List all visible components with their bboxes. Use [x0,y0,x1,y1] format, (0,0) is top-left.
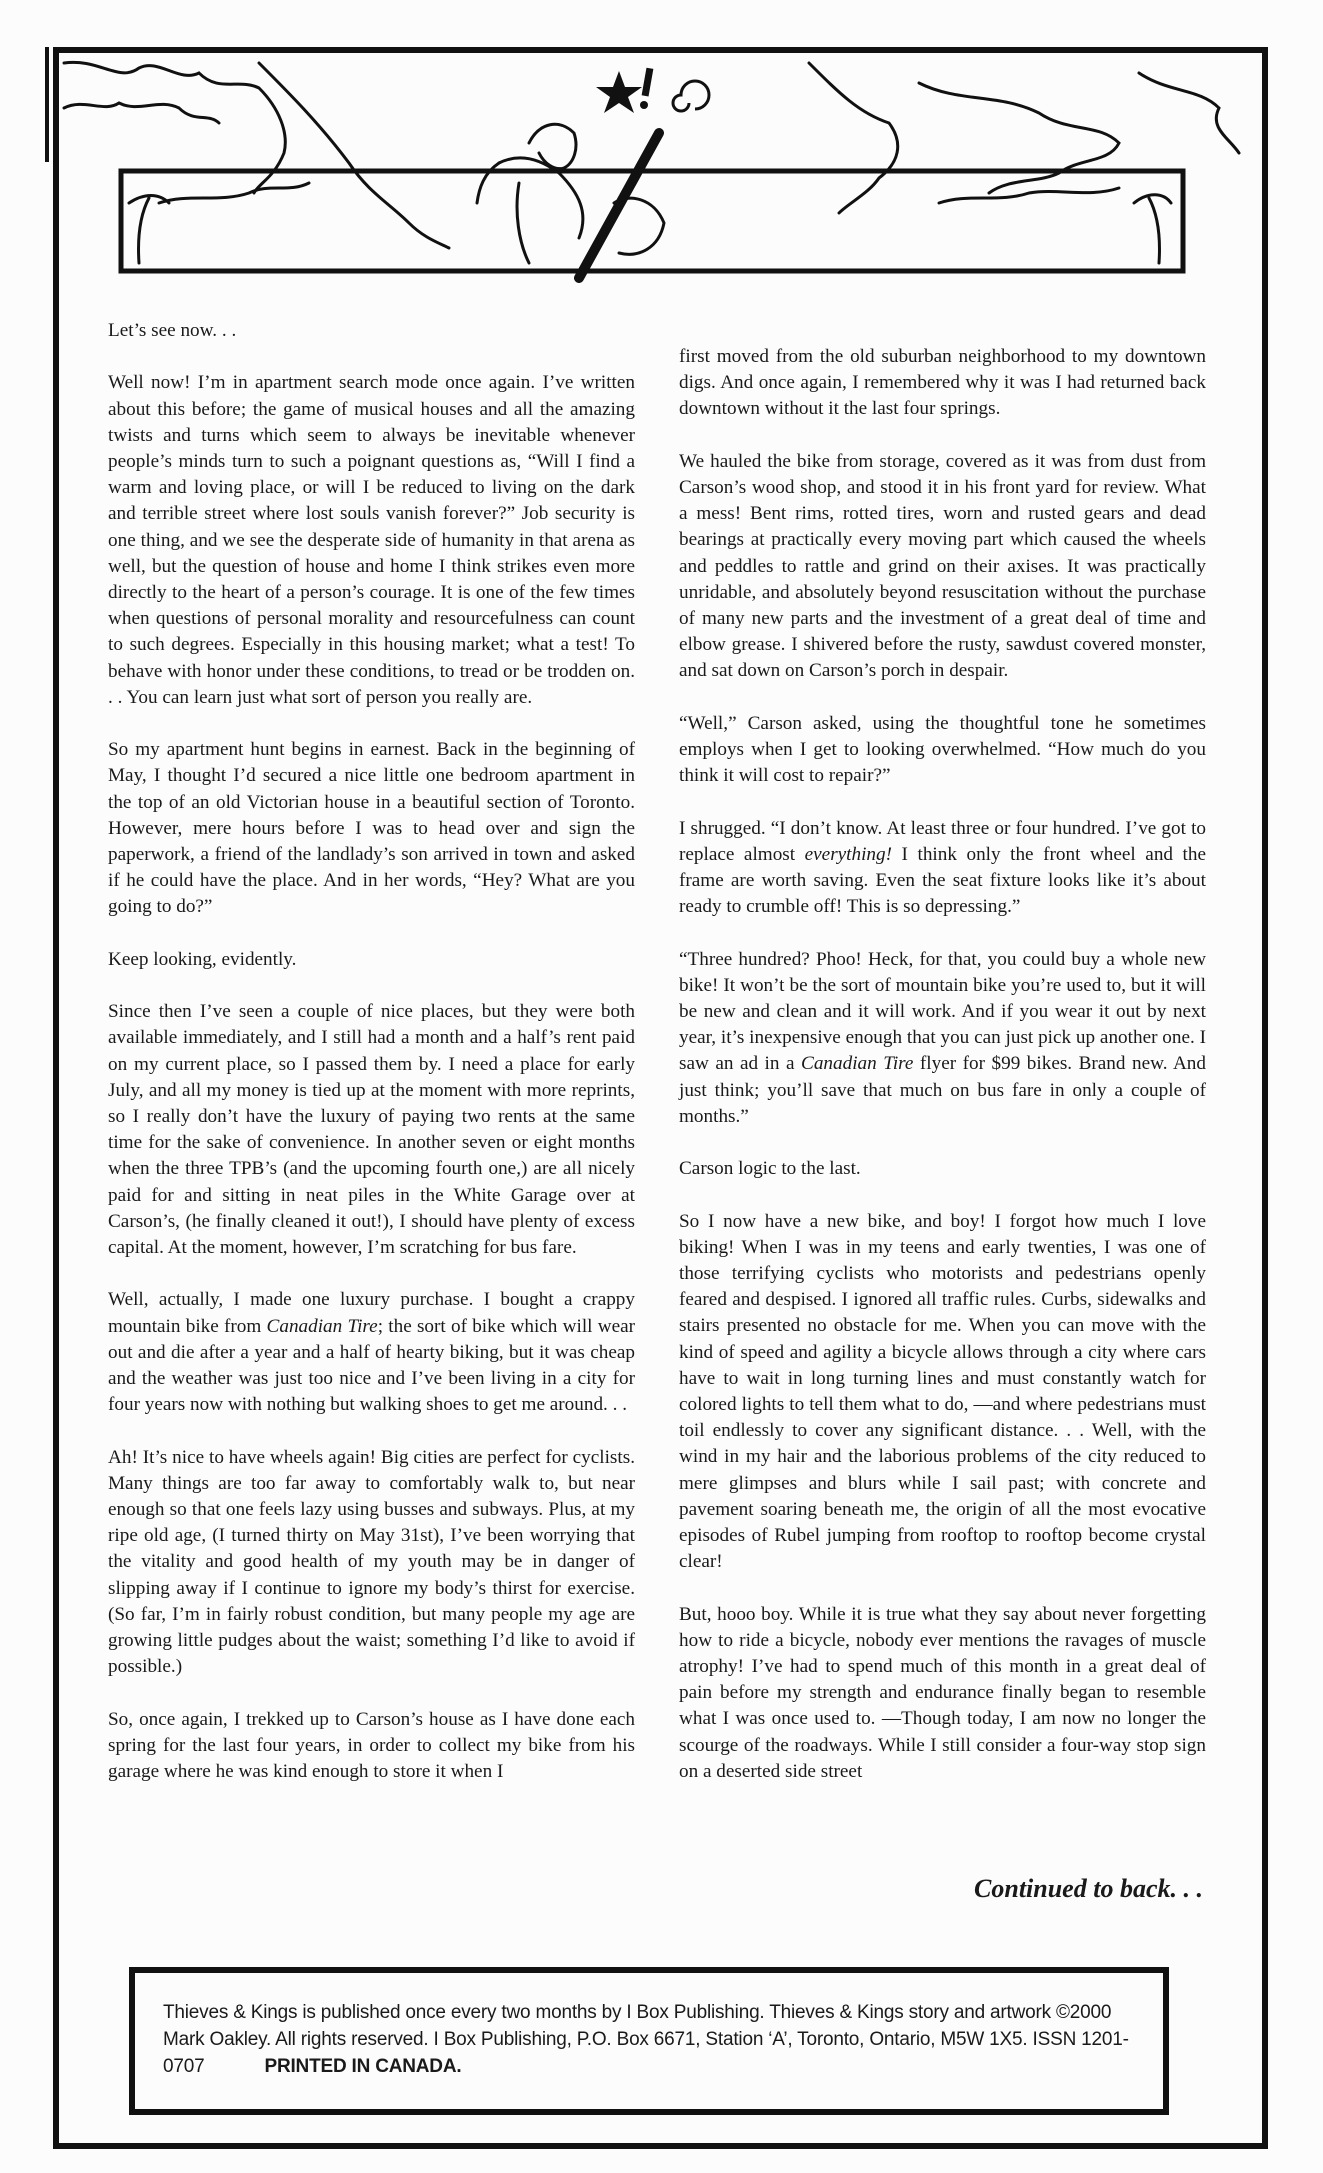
header-illustration [59,53,1262,283]
printed-in-canada: PRINTED IN CANADA. [264,2056,462,2077]
emphasis: Canadian Tire [266,1315,378,1337]
paragraph: Keep looking, evidently. [108,948,297,970]
copyright-text: Thieves & Kings is published once every two months by I Box Publishing. Thieves & Kings story and artwork ©2000 Mark Oakley. All rights reserved. I Box Publishing, P.O. Box 6671, Station ‘A’, Toronto, Ontario, M5W 1X5. ISSN 1201-0707 [163,2002,1129,2077]
paragraph: So my apartment hunt begins in earnest. Back in the beginning of May, I thought I’d secured a nice little one bedroom apartment in the top of an old Victorian house in a beautiful section of Toronto. However, mere hours before I was to head over and sign the paperwork, a friend of the landlady’s son arrived in town and asked if he could have the place. And in her words, “Hey? What are you going to do?” [108,739,635,918]
publication-info-box [129,1967,1169,2115]
emphasis: Canadian Tire [801,1053,914,1075]
emphasis: everything! [804,843,893,865]
paragraph [679,947,1206,1130]
text-run: flyer for $99 bikes. Brand new. And just think; you’ll save that much on bus fare in only a couple of months.” [679,1053,1206,1127]
text-run: “Three hundred? Phoo! Heck, for that, you could buy a whole new bike! It won’t be the sort of mountain bike you’re used to, but it will be new and clean and it will work. And if you wear it out by next year, it’s inexpensive enough that you can just pick up another one. I saw an ad in a [679,948,1206,1075]
paragraph: first moved from the old suburban neighborhood to my downtown digs. And once again, I remembered why it was I had returned back downtown without it the last four springs. [679,346,1206,420]
article-column-left [108,318,635,1811]
paragraph: Well now! I’m in apartment search mode once again. I’ve written about this before; the game of musical houses and all the amazing twists and turns which seem to always be inevitable whenever people’s minds turn to such a poignant questions as, “Will I find a warm and loving place, or will I be reduced to living on the dark and terrible street where lost souls vanish forever?” Job security is one thing, and we see the desperate side of humanity in that arena as well, but the question of house and home I think strikes even more directly to the heart of a person’s courage. It is one of the few times when questions of personal morality and resourcefulness can count to such degrees. Especially in this housing market; what a test! To behave with honor under these conditions, to tread or be trodden on. . . You can learn just what sort of person you really are. [108,372,635,708]
text-run: I shrugged. “I don’t know. At least three or four hundred. I’ve got to replace almost [679,817,1206,865]
paragraph: Since then I’ve seen a couple of nice places, but they were both available immediately, and I still had a month and a half’s rent paid on my current place, so I passed them by. I need a place for early July, and all my money is tied up at the moment with more reprints, so I really don’t have the luxury of paying two rents at the same time for the sake of convenience. In another seven or eight months when the three TPB’s (and the upcoming fourth one,) are all nicely paid for and sitting in neat piles in the White Garage over at Carson’s, (he finally cleaned it out!), I should have plenty of excess capital. At the moment, however, I’m scratching for bus fare. [108,1001,635,1259]
text-run: ; the sort of bike which will wear out and die after a year and a half of hearty biking, but it was cheap and the weather was just too nice and I’ve been living in a city for four years now with nothing but walking shoes to get me around. . . [108,1315,636,1416]
paragraph [108,1287,635,1418]
paragraph: So, once again, I trekked up to Carson’s house as I have done each spring for the last four years, in order to collect my bike from his garage where he was kind enough to store it when I [108,1708,635,1783]
paragraph: “Well,” Carson asked, using the thoughtful tone he sometimes employs when I get to looking overwhelmed. “How much do you think it will cost to repair?” [679,712,1206,787]
paragraph: But, hooo boy. While it is true what they say about never forgetting how to ride a bicycle, nobody ever mentions the ravages of muscle atrophy! I’ve had to spend much of this month in a great deal of pain before my strength and endurance finally began to resemble what I was once used to. —Though today, I am now no longer the scourge of the roadways. While I still consider a four-way stop sign on a deserted side street [679,1603,1206,1782]
paragraph: We hauled the bike from storage, covered as it was from dust from Carson’s wood shop, and stood it in his front yard for review. What a mess! Bent rims, rotted tires, worn and rusted gears and dead bearings at practically every moving part which caused the wheels and peddles to rattle and grind on their axises. It was practically unridable, and absolutely beyond resuscitation without the purchase of many new parts and the investment of a great deal of time and elbow grease. I shivered before the rusty, sawdust covered monster, and sat down on Carson’s porch in despair. [679,450,1206,682]
paragraph: Let’s see now. . . [108,320,237,341]
continued-note: Continued to back. . . [974,1874,1203,1903]
paragraph: So I now have a new bike, and boy! I forgot how much I love biking! When I was in my teens and early twenties, I was one of those terrifying cyclists who motorists and pedestrians openly feared and despised. I ignored all traffic rules. Curbs, sidewalks and stairs presented no obstacle for me. When you can move with the kind of speed and agility a bicycle allows through a city where cars have to wait in long turning lines and must constantly watch for colored lights to tell them what to do, —and where pedestrians must toil endlessly to cover any significant distance. . . Well, with the wind in my hair and the laborious problems of the city reduced to mere glimpses and blurs while I sail past; with concrete and pavement soaring beneath me, the origin of all the most evocative episodes of Rubel jumping from rooftop to rooftop become crystal clear! [679,1210,1206,1573]
text-run: I think only the front wheel and the frame are worth saving. Even the seat fixture looks like it’s about ready to crumble off! This is so depressing.” [679,843,1206,918]
publication-info [163,1999,1153,2080]
text-run: Well, actually, I made one luxury purchase. I bought a crappy mountain bike from [108,1289,635,1337]
star-icon [596,71,642,113]
article-column-right [679,344,1206,1811]
paragraph: Carson logic to the last. [679,1158,861,1180]
swirl-icon [673,81,709,111]
tree-crash-illustration [59,53,1262,283]
paragraph: Ah! It’s nice to have wheels again! Big cities are perfect for cyclists. Many things are too far away to comfortably walk to, but near enough so that one feels lazy using busses and subways. Plus, at my ripe old age, (I turned thirty on May 31st), I’ve been worrying that the vitality and good health of my youth may be in danger of slipping away if I continue to ignore my body’s thirst for exercise. (So far, I’m in fairly robust condition, but many people my age are growing little pudges about the waist; something I’d like to avoid if possible.) [108,1446,635,1678]
exclamation-icon [642,68,654,97]
paragraph [679,816,1206,921]
